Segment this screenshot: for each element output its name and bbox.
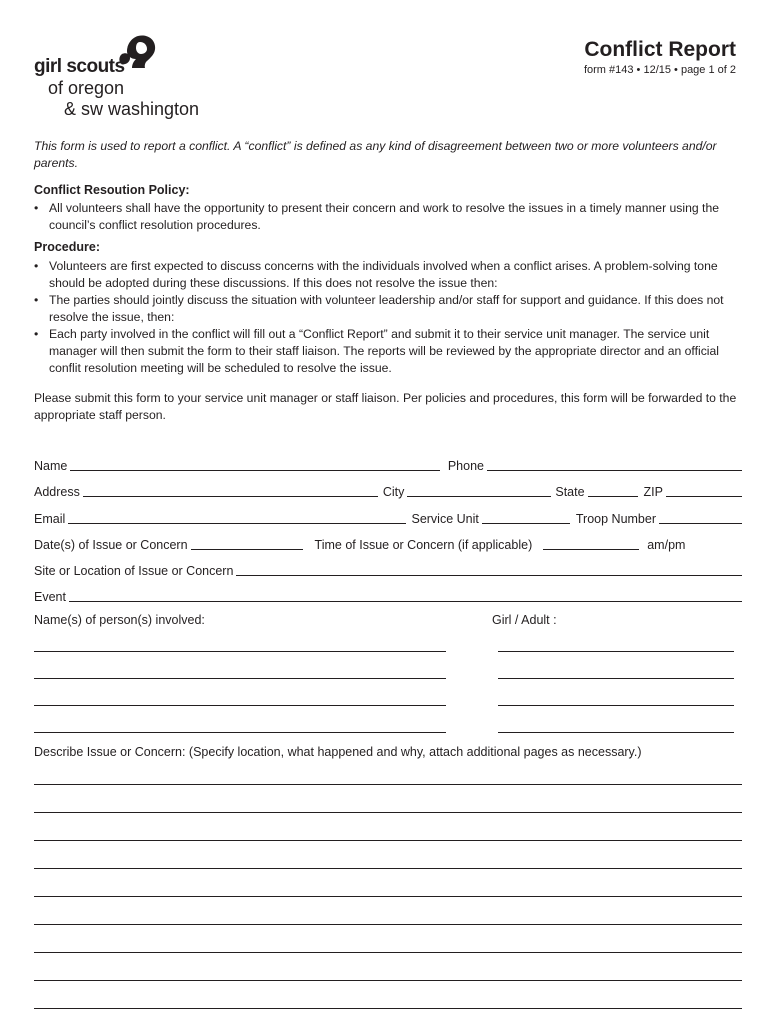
dates-field[interactable] [191,537,303,550]
describe-line[interactable] [34,867,742,869]
email-field[interactable] [68,511,406,524]
girl-adult-line[interactable] [498,650,734,652]
procedure-heading: Procedure: [34,240,100,254]
troop-number-label: Troop Number [575,512,656,526]
submit-instructions: Please submit this form to your service unit manager or staff liaison. Per policies and procedures, this form will be forwarded to the appropriate staff person. [34,391,737,422]
describe-label: Describe Issue or Concern: (Specify location, what happened and why, attach additional pages as necessary.) [34,745,642,759]
site-label: Site or Location of Issue or Concern [34,564,234,578]
row-email [34,508,742,526]
describe-line[interactable] [34,951,742,953]
city-field[interactable] [407,484,551,497]
describe-line[interactable] [34,783,742,785]
row-site [34,560,742,578]
phone-field[interactable] [487,458,742,471]
procedure-item: • Each party involved in the conflict will fill out a “Conflict Report” and submit it to their service unit manager. The service unit manager will then submit the form to their staff liaison. The reports will be reviewed by the appropriate director and an official conflit resolution meeting will be scheduled to resolve the issue. [34,326,738,377]
procedure-item: • Volunteers are first expected to discuss concerns with the individuals involved when a conflict arises. A problem-solving tone should be adopted during these discussions. If this does not resolve the issue then: [34,258,738,292]
row-date-time [34,534,742,552]
service-unit-field[interactable] [482,511,570,524]
describe-line[interactable] [34,1007,742,1009]
zip-label: ZIP [643,485,663,499]
row-name-phone [34,455,742,473]
event-label: Event [34,590,66,604]
girl-adult-line[interactable] [498,731,734,733]
describe-line[interactable] [34,923,742,925]
form-meta: form #143 • 12/15 • page 1 of 2 [583,64,736,76]
logo-text-of-oregon: of oregon [48,78,125,98]
row-address [34,481,742,499]
phone-label: Phone [447,459,484,473]
describe-line[interactable] [34,895,742,897]
email-label: Email [34,512,66,526]
state-field[interactable] [588,484,638,497]
logo-text-sw-washington: & sw washington [64,99,200,119]
site-field[interactable] [236,563,742,576]
service-unit-label: Service Unit [411,512,479,526]
address-field[interactable] [83,484,378,497]
row-event [34,586,742,604]
time-field[interactable] [543,537,639,550]
girl-adult-line[interactable] [498,704,734,706]
time-label: Time of Issue or Concern (if applicable) [314,538,533,552]
city-label: City [382,485,405,499]
policy-item: • All volunteers shall have the opportunity to present their concern and work to resolve the issues in a timely manner using the council’s conflict resolution procedures. [34,200,738,234]
organization-logo [34,34,214,124]
describe-line[interactable] [34,811,742,813]
girl-adult-label: Girl / Adult : [492,613,557,627]
describe-line[interactable] [34,839,742,841]
name-field[interactable] [70,458,440,471]
person-name-line[interactable] [34,677,446,679]
event-field[interactable] [69,589,742,602]
page-title: Conflict Report [584,38,736,61]
procedure-item: • The parties should jointly discuss the situation with volunteer leadership and/or staff for support and guidance. If this does not resolve the issue, then: [34,292,738,326]
person-name-line[interactable] [34,704,446,706]
logo-text-girl-scouts: girl scouts [34,56,125,77]
zip-field[interactable] [666,484,742,497]
troop-number-field[interactable] [659,511,742,524]
address-label: Address [34,485,80,499]
person-name-line[interactable] [34,731,446,733]
ampm-label: am/pm [647,538,686,552]
intro-text: This form is used to report a conflict. A “conflict” is defined as any kind of disagreement between two or more volunteers and/or parents. [34,139,717,170]
procedure-list [34,258,738,377]
policy-heading: Conflict Resoution Policy: [34,183,190,197]
person-name-line[interactable] [34,650,446,652]
name-label: Name [34,459,68,473]
dates-label: Date(s) of Issue or Concern [34,538,188,552]
names-involved-label: Name(s) of person(s) involved: [34,613,205,627]
state-label: State [555,485,585,499]
describe-line[interactable] [34,979,742,981]
policy-list [34,200,738,234]
girl-adult-line[interactable] [498,677,734,679]
